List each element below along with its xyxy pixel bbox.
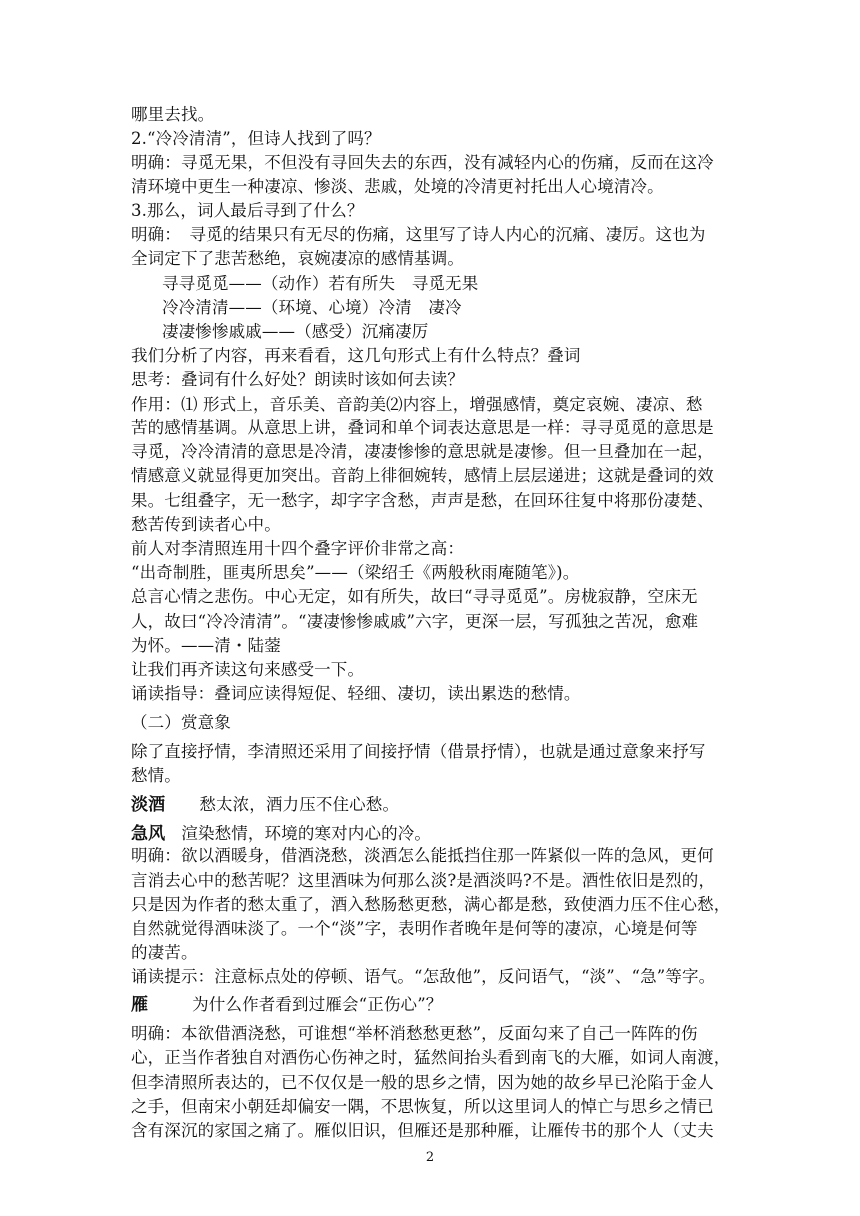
- text-line: 自然就觉得酒味淡了。一个“淡”字，表明作者晚年是何等的凄凉，心境是何等: [131, 918, 698, 938]
- text-line: 诵读指导：叠词应读得短促、轻细、凄切，读出累迭的愁情。: [131, 684, 581, 704]
- text-line: 明确： 寻觅的结果只有无尽的伤痛，这里写了诗人内心的沉痛、凄厉。这也为: [131, 225, 706, 245]
- text-line: 明确：本欲借酒浇愁，可谁想“举杯消愁愁更愁”，反面勾来了自己一阵阵的伤: [131, 1024, 698, 1044]
- summary-line: 凄凄惨惨戚戚——（感受）沉痛凄厉: [162, 322, 429, 341]
- text-line: 让我们再齐读这句来感受一下。: [131, 660, 365, 679]
- text-line: 但李清照所表达的，已不仅仅是一般的思乡之情，因为她的故乡早已沦陷于金人: [131, 1072, 714, 1092]
- text-line: 的凄苦。: [131, 943, 198, 963]
- imagery-desc: 为什么作者看到过雁会“正伤心”？: [192, 995, 443, 1015]
- page-number: 2: [425, 1150, 435, 1165]
- question-2: 2.“冷冷清清”，但诗人找到了吗？: [131, 129, 381, 149]
- text-line: 清环境中更生一种凄凉、惨淡、悲戚，处境的冷清更衬托出人心境清冷。: [131, 176, 664, 196]
- section-heading: （二）赏意象: [131, 713, 231, 733]
- text-line: 思考：叠词有什么好处？朗读时该如何去读？: [131, 370, 464, 390]
- text-line: 言消去心中的愁苦呢？这里酒味为何那么淡?是酒淡吗?不是。酒性依旧是烈的，: [131, 870, 716, 890]
- text-line: 除了直接抒情，李清照还采用了间接抒情（借景抒情），也就是通过意象来抒写: [131, 742, 706, 761]
- text-line: 总言心情之悲伤。中心无定，如有所失，故曰“寻寻觅觅”。房栊寂静，空床无: [131, 587, 698, 607]
- text-line: 苦的感情基调。从意思上讲，叠词和单个词表达意思是一样：寻寻觅觅的意思是: [131, 417, 714, 437]
- text-line: 之手，但南宋小朝廷却偏安一隅，不思恢复，所以这里词人的悼亡与思乡之情已: [131, 1096, 714, 1116]
- text-line: 果。七组叠字，无一愁字，却字字含愁，声声是愁，在回环往复中将那份凄楚、: [131, 490, 714, 510]
- text-line: 愁苦传到读者心中。: [131, 514, 281, 534]
- text-line: 哪里去找。: [131, 105, 215, 124]
- summary-line: 寻寻觅觅——（动作）若有所失 寻觅无果: [162, 273, 479, 293]
- text-line: 情感意义就显得更加突出。音韵上徘徊婉转，感情上层层递进；这就是叠词的效: [131, 466, 714, 486]
- question-3: 3.那么，词人最后寻到了什么？: [131, 200, 364, 220]
- imagery-term: 急风: [131, 823, 166, 844]
- imagery-item: [131, 792, 399, 818]
- text-line: 为怀。——清・陆蓥: [131, 635, 281, 655]
- imagery-desc: 渲染愁情，环境的寒对内心的冷。: [181, 823, 432, 843]
- text-line: 明确：寻觅无果，不但没有寻回失去的东西，没有减轻内心的伤痛，反而在这冷: [131, 152, 714, 172]
- text-line: 人，故曰“冷冷清清”。“凄凄惨惨戚戚”六字，更深一层，写孤独之苦况，愈难: [131, 611, 699, 631]
- text-line: 诵读提示：注意标点处的停顿、语气。“怎敌他”，反问语气，“淡”、“急”等字。: [131, 967, 716, 987]
- text-line: 作用：⑴ 形式上，音乐美、音韵美⑵内容上，增强感情，奠定哀婉、凄凉、愁: [131, 394, 703, 414]
- quote-line: “出奇制胜，匪夷所思矣”——（梁绍壬《两般秋雨庵随笔》)。: [131, 563, 580, 583]
- imagery-term: 淡酒: [131, 795, 166, 816]
- imagery-term: 雁: [131, 995, 149, 1016]
- text-line: 愁情。: [131, 766, 181, 786]
- text-line: 含有深沉的家国之痛了。雁似旧识，但雁还是那种雁，让雁传书的那个人（丈夫: [131, 1121, 714, 1140]
- summary-line: 冷冷清清——（环境、心境）冷清 凄冷: [162, 297, 462, 317]
- text-line: 寻觅，冷冷清清的意思是冷清，凄凄惨惨的意思就是凄惨。但一旦叠加在一起，: [131, 442, 714, 462]
- imagery-item: [131, 992, 442, 1018]
- text-line: 全词定下了悲苦愁绝，哀婉凄凉的感情基调。: [131, 249, 464, 269]
- imagery-desc: 愁太浓，酒力压不住心愁。: [199, 795, 400, 815]
- text-line: 前人对李清照连用十四个叠字评价非常之高：: [131, 539, 464, 558]
- text-line: 只是因为作者的愁太重了，酒入愁肠愁更愁，满心都是愁，致使酒力压不住心愁，: [131, 894, 731, 914]
- text-line: 心，正当作者独自对酒伤心伤神之时，猛然间抬头看到南飞的大雁，如词人南渡，: [131, 1048, 731, 1068]
- text-line: 明确：欲以酒暖身，借酒浇愁，淡酒怎么能抵挡住那一阵紧似一阵的急风，更何: [131, 846, 714, 866]
- text-line: 我们分析了内容，再来看看，这几句形式上有什么特点？叠词: [131, 346, 581, 366]
